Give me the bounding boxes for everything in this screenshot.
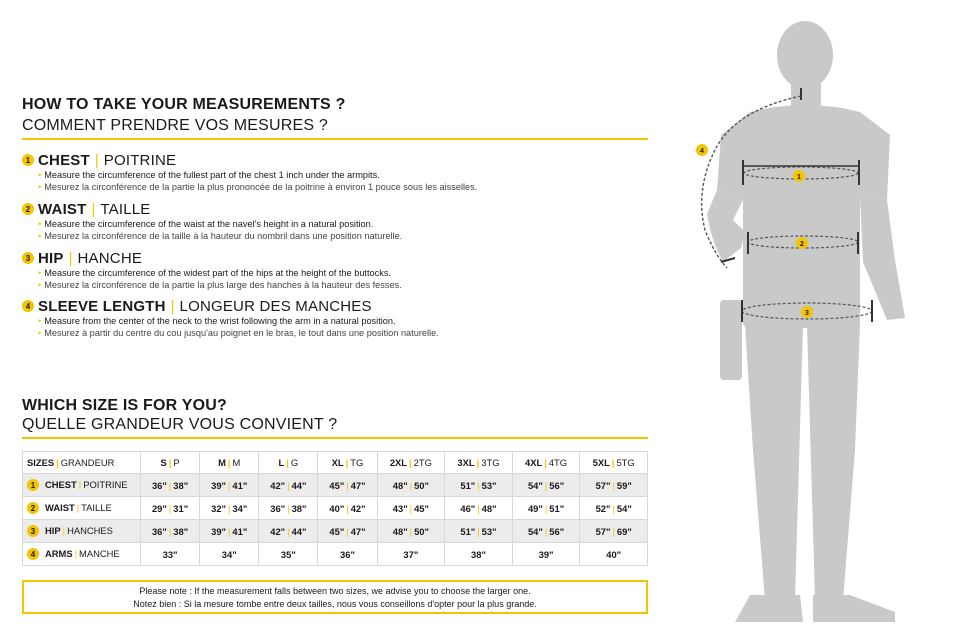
- table-cell: 51" | 53": [445, 520, 513, 543]
- separator: |: [94, 151, 99, 169]
- size-header: 3XL | 3TG: [445, 452, 513, 474]
- size-header: 4XL | 4TG: [512, 452, 580, 474]
- row-label: 4 ARMS | MANCHE: [23, 543, 141, 566]
- table-cell: 36" | 38": [141, 520, 200, 543]
- table-cell: 57" | 69": [580, 520, 648, 543]
- size-header: M | M: [200, 452, 259, 474]
- svg-text:3: 3: [805, 310, 809, 317]
- table-cell: 35": [259, 543, 318, 566]
- table-cell: 36": [318, 543, 377, 566]
- note-fr: Notez bien : Si la mesure tombe entre deux tailles, nous vous conseillons d'opter pour la plus grande.: [133, 599, 537, 609]
- table-cell: 29" | 31": [141, 497, 200, 520]
- figure-marker-2-icon: [796, 237, 808, 249]
- sizes-header: SIZES | GRANDEUR: [23, 452, 141, 474]
- separator: |: [68, 249, 73, 267]
- measurement-desc-fr: Mesurez à partir du centre du cou jusqu'au poignet en le bras, le tout dans une position naturelle.: [44, 328, 439, 338]
- table-cell: 46" | 48": [445, 497, 513, 520]
- size-divider: [22, 437, 648, 439]
- size-header: L | G: [259, 452, 318, 474]
- measurement-figure: [655, 0, 960, 640]
- table-row-waist: [23, 497, 648, 520]
- separator: |: [91, 200, 96, 218]
- table-cell: 36" | 38": [141, 474, 200, 497]
- measurement-name-fr: HANCHE: [77, 249, 143, 267]
- size-chart-table: [22, 451, 648, 566]
- measurement-name-fr: LONGEUR DES MANCHES: [179, 297, 372, 315]
- table-row-hip: [23, 520, 648, 543]
- figure-marker-1-icon: [793, 170, 805, 182]
- table-row-arms: [23, 543, 648, 566]
- measurement-desc-en: Measure the circumference of the fullest part of the chest 1 inch under the armpits.: [44, 170, 380, 180]
- size-header: 5XL | 5TG: [580, 452, 648, 474]
- table-cell: 39" | 41": [200, 520, 259, 543]
- table-cell: 42" | 44": [259, 520, 318, 543]
- table-cell: 51" | 53": [445, 474, 513, 497]
- table-cell: 57" | 59": [580, 474, 648, 497]
- table-cell: 38": [445, 543, 513, 566]
- svg-text:1: 1: [797, 174, 801, 181]
- measurement-hip: 3 HIP | HANCHE • Measure the circumference of the widest part of the hips at the height of the buttocks. • Mesurez la circonférence de la partie la plus large des hanches à la hauteur des fesses.: [22, 249, 642, 291]
- marker-1-icon: 1: [22, 154, 34, 166]
- table-cell: 34": [200, 543, 259, 566]
- marker-2-icon: 2: [22, 203, 34, 215]
- measurement-name-en: CHEST: [38, 151, 90, 169]
- measurement-desc-fr: Mesurez la circonférence de la taille à la hauteur du nombril dans une position naturelle.: [44, 231, 403, 241]
- table-cell: 42" | 44": [259, 474, 318, 497]
- size-note: [22, 580, 648, 614]
- table-cell: 33": [141, 543, 200, 566]
- table-cell: 54" | 56": [512, 520, 580, 543]
- measurement-desc-en: Measure the circumference of the waist at the navel's height in a natural position.: [44, 219, 374, 229]
- table-cell: 40": [580, 543, 648, 566]
- size-title-en: WHICH SIZE IS FOR YOU?: [22, 397, 228, 414]
- size-header: S | P: [141, 452, 200, 474]
- size-header: XL | TG: [318, 452, 377, 474]
- table-cell: 54" | 56": [512, 474, 580, 497]
- table-cell: 45" | 47": [318, 520, 377, 543]
- table-cell: 32" | 34": [200, 497, 259, 520]
- table-cell: 45" | 47": [318, 474, 377, 497]
- table-cell: 48" | 50": [377, 474, 445, 497]
- marker-3-icon: 3: [22, 252, 34, 264]
- row-label: 1 CHEST | POITRINE: [23, 474, 141, 497]
- table-cell: 49" | 51": [512, 497, 580, 520]
- table-header-row: [23, 452, 648, 474]
- measurement-desc-en: Measure the circumference of the widest part of the hips at the height of the buttocks.: [44, 268, 391, 278]
- body-silhouette: [655, 0, 960, 640]
- measurement-name-en: WAIST: [38, 200, 87, 218]
- row-label: 2 WAIST | TAILLE: [23, 497, 141, 520]
- svg-text:2: 2: [800, 241, 804, 248]
- figure-marker-4-icon: [696, 144, 708, 156]
- measure-title-fr: COMMENT PRENDRE VOS MESURES ?: [22, 117, 328, 134]
- measurement-name-fr: TAILLE: [100, 200, 151, 218]
- table-cell: 48" | 50": [377, 520, 445, 543]
- measurement-name-en: HIP: [38, 249, 64, 267]
- note-en: Please note : If the measurement falls between two sizes, we advise you to choose the larger one.: [139, 586, 531, 596]
- table-row-chest: [23, 474, 648, 497]
- separator: |: [170, 297, 175, 315]
- table-cell: 52" | 54": [580, 497, 648, 520]
- measurement-desc-fr: Mesurez la circonférence de la partie la plus large des hanches à la hauteur des fesses.: [44, 280, 402, 290]
- svg-text:4: 4: [700, 148, 704, 155]
- measurement-sleeve: 4 SLEEVE LENGTH | LONGEUR DES MANCHES • Measure from the center of the neck to the wrist following the arm in a natural position. • Mesurez à partir du centre du cou jusqu'au poignet en le bras, le tout dans une position naturelle.: [22, 297, 642, 339]
- row-label: 3 HIP | HANCHES: [23, 520, 141, 543]
- table-cell: 37": [377, 543, 445, 566]
- measurement-name-en: SLEEVE LENGTH: [38, 297, 166, 315]
- table-cell: 40" | 42": [318, 497, 377, 520]
- measurement-waist: 2 WAIST | TAILLE • Measure the circumference of the waist at the navel's height in a natural position. • Mesurez la circonférence de la taille à la hauteur du nombril dans une position naturelle.: [22, 200, 642, 242]
- table-cell: 43" | 45": [377, 497, 445, 520]
- measurement-chest: 1 CHEST | POITRINE • Measure the circumference of the fullest part of the chest 1 inch under the armpits. • Mesurez la circonférence de la partie la plus prononcée de la poitrine à environ 1 pouce sous les aisselles.: [22, 151, 642, 193]
- measurement-name-fr: POITRINE: [103, 151, 177, 169]
- table-cell: 39": [512, 543, 580, 566]
- measurement-desc-fr: Mesurez la circonférence de la partie la plus prononcée de la poitrine à environ 1 pouce sous les aisselles.: [44, 182, 478, 192]
- measure-title-en: HOW TO TAKE YOUR MEASUREMENTS ?: [22, 96, 346, 113]
- measurement-desc-en: Measure from the center of the neck to the wrist following the arm in a natural position.: [44, 316, 396, 326]
- marker-4-icon: 4: [22, 300, 34, 312]
- table-cell: 36" | 38": [259, 497, 318, 520]
- size-header: 2XL | 2TG: [377, 452, 445, 474]
- measure-divider: [22, 138, 648, 140]
- figure-marker-3-icon: [801, 306, 813, 318]
- table-cell: 39" | 41": [200, 474, 259, 497]
- size-title-fr: QUELLE GRANDEUR VOUS CONVIENT ?: [22, 416, 338, 433]
